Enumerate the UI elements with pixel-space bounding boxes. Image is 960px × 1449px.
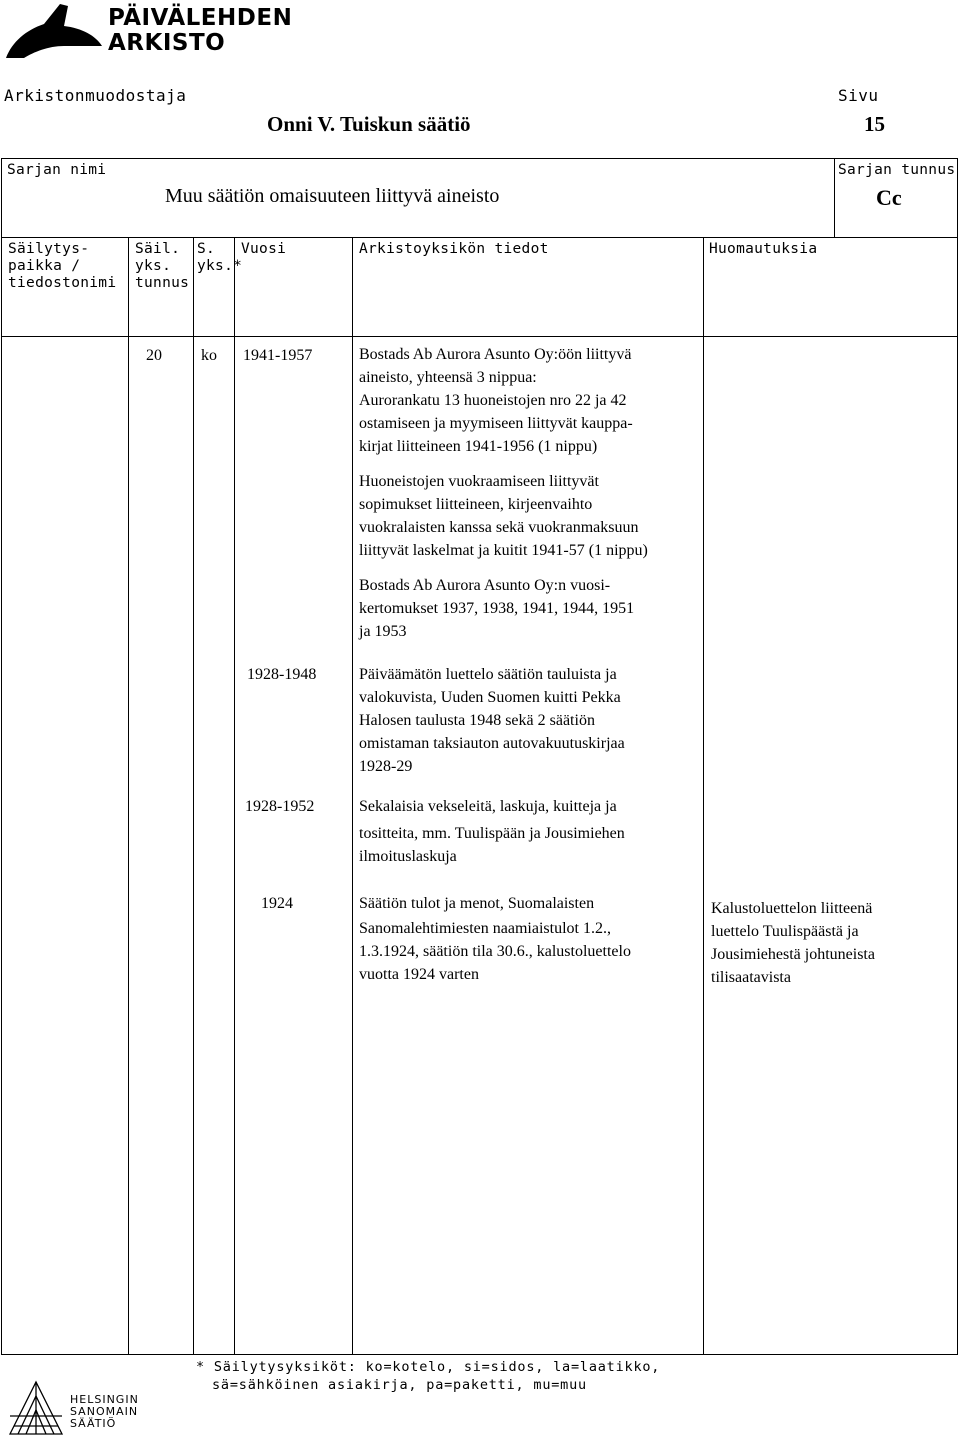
org-label: Arkistonmuodostaja (4, 86, 187, 105)
org-name: Onni V. Tuiskun säätiö (267, 112, 471, 136)
sub-entry-year: 1928-1948 (247, 666, 317, 683)
series-code: Cc (876, 185, 902, 210)
sub-entry-details: Säätiön tulot ja menot, Suomalaisten Sanomalehtimiesten naamiaistulot 1.2., 1.3.1924, säätiön tila 30.6., kalustoluettelo vuotta 1924 varten (359, 895, 631, 983)
footer-logo-icon (4, 1376, 68, 1440)
paivalehden-arkisto-logo (4, 2, 293, 60)
page-label: Sivu (838, 86, 879, 105)
entry-unit-type: ko (201, 347, 217, 364)
column-header-year: Vuosi (241, 241, 287, 257)
page-number: 15 (864, 112, 885, 136)
sub-entry-remarks: Kalustoluettelon liitteenä luettelo Tuulispäästä ja Jousimiehestä johtuneista tilisaatavista (711, 900, 875, 986)
sub-entry-details: Sekalaisia vekseleitä, laskuja, kuitteja ja tositteita, mm. Tuulispään ja Jousimiehen ilmoituslaskuja (359, 798, 625, 865)
logo-line1: PÄIVÄLEHDEN (108, 5, 293, 31)
sub-entry-year: 1928-1952 (245, 798, 315, 815)
column-header-unit-type: S. yks.* (197, 241, 243, 274)
series-code-label: Sarjan tunnus (838, 162, 956, 178)
entry-year: 1941-1957 (243, 347, 313, 364)
sub-entry-details: Päiväämätön luettelo säätiön tauluista ja valokuvista, Uuden Suomen kuitti Pekka Halosen taulusta 1948 sekä 2 säätiön omistaman taksiauton autovakuutuskirjaa 1928-29 (359, 666, 625, 775)
sub-entry-details: Bostads Ab Aurora Asunto Oy:n vuosi- kertomukset 1937, 1938, 1941, 1944, 1951 ja 1953 (359, 577, 635, 640)
footer-logo-text: HELSINGIN SANOMAIN SÄÄTIÖ (70, 1393, 139, 1430)
logo-line2: ARKISTO (108, 30, 226, 56)
logo-wordmark (108, 6, 292, 56)
series-name-label: Sarjan nimi (7, 162, 107, 178)
footnote-line1: * Säilytysyksiköt: ko=kotelo, si=sidos, la=laatikko, (196, 1359, 661, 1375)
logo-icon (4, 2, 104, 60)
series-name: Muu säätiön omaisuuteen liittyvä aineisto (165, 185, 500, 207)
footnote-line2: sä=sähköinen asiakirja, pa=paketti, mu=muu (212, 1377, 587, 1393)
entry-details: Bostads Ab Aurora Asunto Oy:öön liittyvä aineisto, yhteensä 3 nippua: Aurorankatu 13 huoneistojen nro 22 ja 42 ostamiseen ja myymiseen liittyvät kauppa- kirjat liitteineen 1941-1956 (1 nippu) (359, 346, 633, 455)
column-header-location: Säilytys- paikka / tiedostonimi (8, 241, 117, 291)
entry-unit-code: 20 (146, 347, 162, 364)
column-header-remarks: Huomautuksia (709, 241, 818, 257)
column-header-details: Arkistoyksikön tiedot (359, 241, 549, 257)
sub-entry-details: Huoneistojen vuokraamiseen liittyvät sopimukset liitteineen, kirjeenvaihto vuokralaisten kanssa sekä vuokranmaksuun liittyvät laskelmat ja kuitit 1941-57 (1 nippu) (359, 473, 648, 559)
helsingin-sanomain-saatio-logo (4, 1372, 144, 1444)
column-header-unit-code: Säil. yks. tunnus (135, 241, 190, 291)
sub-entry-year: 1924 (261, 895, 293, 912)
